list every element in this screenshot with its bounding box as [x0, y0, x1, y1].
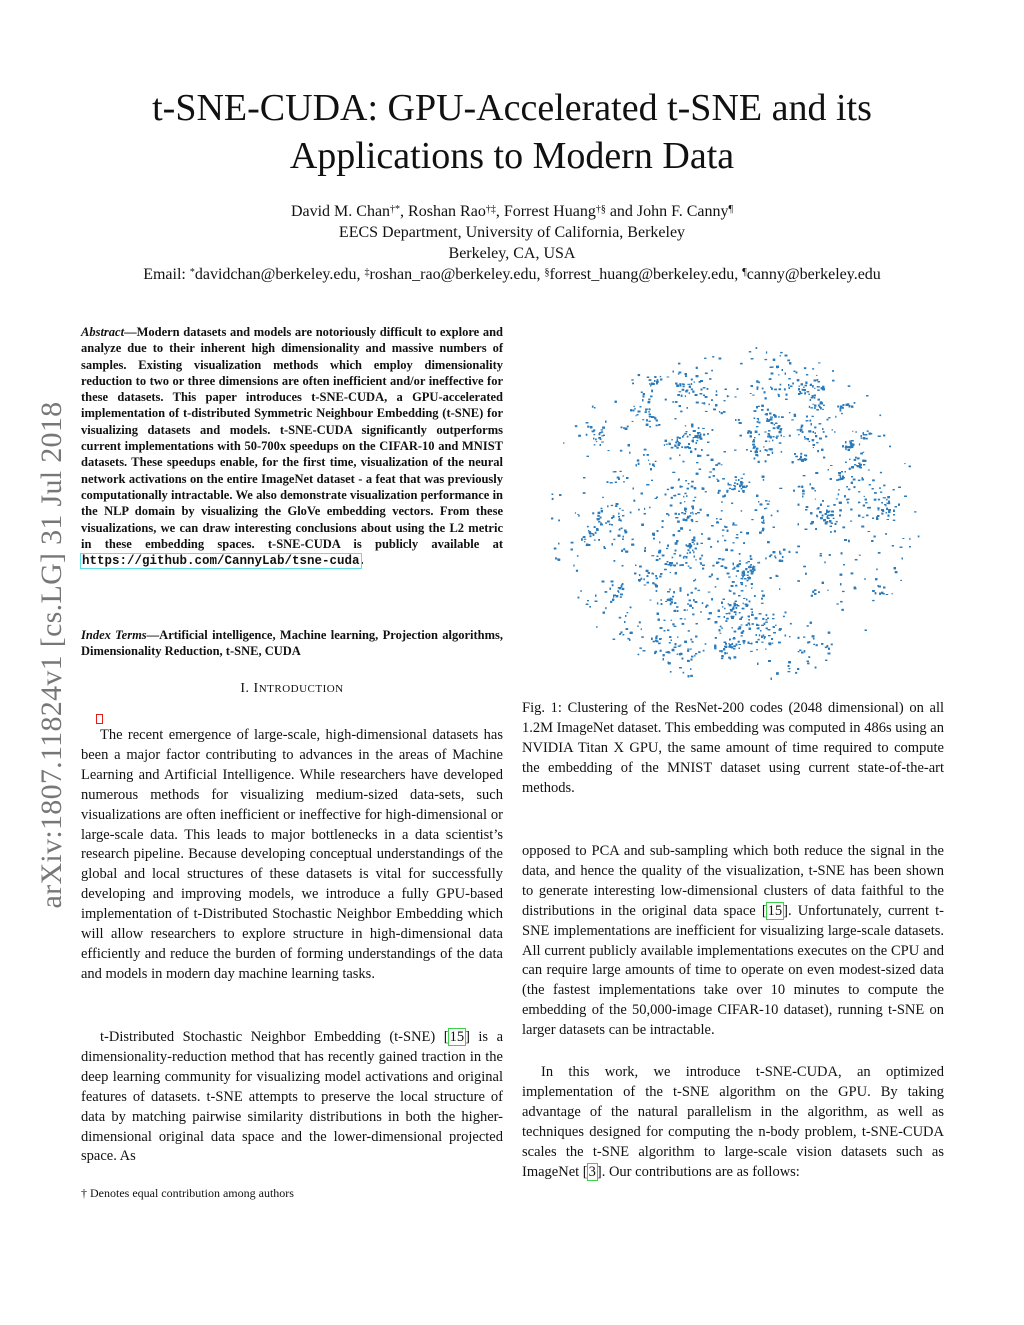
- title-line-1: t-SNE-CUDA: GPU-Accelerated t-SNE and its: [152, 87, 872, 129]
- right-paragraph-1: opposed to PCA and sub-sampling which both reduce the signal in the data, and hence the quality of the visualization, t-SNE has been shown to generate interesting low-dimensional clusters of data faithful to the distributions in the original data space [15]. Unfortunately, current t-SNE implementations are inefficient for visualizing large-scale datasets. All current publicly available implementations executes on the CPU and can require large amounts of time to operate on even modest-sized data (the fastest implementations take over 10 minutes to compute the embedding of the 50,000-image CIFAR-10 dataset), running t-SNE on larger datasets can be intractable.: [522, 843, 945, 1039]
- figure-caption: Fig. 1: Clustering of the ResNet-200 codes (2048 dimensional) on all 1.2M ImageNet dataset. This embedding was computed in 486s using an NVIDIA Titan X GPU, the same amount of time required to compute the embedding of the MNIST dataset using current state-of-the-art methods.: [522, 700, 944, 796]
- citation-link[interactable]: 15: [767, 902, 783, 919]
- footnote: † Denotes equal contribution among authors: [81, 1186, 294, 1200]
- scatter-points: [551, 347, 919, 679]
- citation-link[interactable]: 15: [449, 1029, 465, 1045]
- index-terms: [81, 627, 503, 660]
- abstract-label: Abstract: [81, 325, 125, 339]
- citation-link[interactable]: 3: [588, 1163, 596, 1180]
- section-heading: I. INTRODUCTION: [240, 681, 344, 696]
- intro-paragraph-2: t-Distributed Stochastic Neighbor Embedding (t-SNE) [15] is a dimensionality-reduction method that has recently gained traction in the deep learning community for visualizing model activations and original features of datasets. t-SNE attempts to preserve the local structure of data by matching pairwise similarity distributions in both the higher-dimensional original data space and the lower-dimensional projected space. As: [81, 1029, 503, 1165]
- abstract-text: —Modern datasets and models are notoriously difficult to explore and analyze due to their inherent high dimensionality and massive numbers of samples. Existing visualization methods which employ dimensionality reduction to two or three dimensions are often inefficient and/or ineffective for these datasets. This paper introduces t-SNE-CUDA, a GPU-accelerated implementation of t-distributed Symmetric Neighbour Embedding (t-SNE) for visualizing datasets and models. t-SNE-CUDA significantly outperforms current implementations with 50-700x speedups on the CIFAR-10 and MNIST datasets. These speedups enable, for the first time, visualization of the neural network activations on the entire ImageNet dataset - a feat that was previously computationally intractable. We also demonstrate visualization performance in the NLP domain by visualizing the GloVe embedding vectors. From these visualizations, we can draw interesting conclusions about using the L2 metric in these embedding spaces. t-SNE-CUDA is publicly available at: [81, 325, 503, 551]
- arxiv-identifier: arXiv:1807.11824v1 [cs.LG] 31 Jul 2018: [35, 401, 68, 909]
- author-names: David M. Chan†*, Roshan Rao†‡, Forrest Huang†§ and John F. Canny¶: [290, 203, 734, 220]
- intro-paragraph-1: The recent emergence of large-scale, high-dimensional datasets has been a major factor contributing to advances in the areas of Machine Learning and Artificial Intelligence. While researchers have developed numerous methods for visualizing medium-sized data-sets, such visualizations are often inefficient or ineffective for high-dimensional or large-scale data. This leads to major bottlenecks in a data scientist’s research pipeline. Because developing conceptual understandings of the global and local structures of these datasets is vital for successfully developing and improving models, we introduce a fully GPU-based implementation of t-Distributed Stochastic Neighbor Embedding which will allow researchers to explore structure in high-dimensional data efficiently and reduce the burden of forming understandings of the data and models in modern day machine learning tasks.: [81, 727, 503, 982]
- index-terms-text: —Artificial intelligence, Machine learning, Projection algorithms, Dimensionality Reduction, t-SNE, CUDA: [81, 628, 503, 659]
- abstract: Abstract—Modern datasets and models are notoriously difficult to explore and analyze due to their inherent high dimensionality and massive numbers of samples. Existing visualization methods which employ dimensionality reduction to two or three dimensions are often inefficient and/or ineffective for these datasets. This paper introduces t-SNE-CUDA, a GPU-accelerated implementation of t-distributed Symmetric Neighbour Embedding (t-SNE) for visualizing datasets and models. t-SNE-CUDA significantly outperforms current implementations with 50-700x speedups on the CIFAR-10 and MNIST datasets. These speedups enable, for the first time, visualization of the neural network activations on the entire ImageNet dataset - a feat that was previously computationally intractable. We also demonstrate visualization performance in the NLP domain by visualizing the GloVe embedding vectors. From these visualizations, we can draw interesting conclusions about using the L2 metric in these embedding spaces. t-SNE-CUDA is publicly available at https://github.com/CannyLab/tsne-cuda.: [81, 325, 503, 569]
- repo-link[interactable]: https://github.com/CannyLab/tsne-cuda: [82, 554, 360, 569]
- location: Berkeley, CA, USA: [448, 245, 576, 262]
- emails: Email: *davidchan@berkeley.edu, ‡roshan_rao@berkeley.edu, §forrest_huang@berkeley.edu, ¶canny@berkeley.edu: [143, 266, 881, 283]
- right-paragraph-2: In this work, we introduce t-SNE-CUDA, an optimized implementation of the t-SNE algorithm on the GPU. By taking advantage of the natural parallelism in the algorithm, as well as techniques designed for computing the n-body problem, t-SNE-CUDA scales the t-SNE algorithm to large-scale vision datasets such as ImageNet [3]. Our contributions are as follows:: [522, 1064, 944, 1180]
- affiliation: EECS Department, University of California, Berkeley: [338, 224, 686, 241]
- index-terms-label: Index Terms: [81, 628, 147, 642]
- author-block: [0, 201, 1024, 285]
- title-line-2: Applications to Modern Data: [289, 135, 735, 177]
- annotation-marker[interactable]: [96, 714, 103, 724]
- paper-title: [0, 84, 1024, 180]
- tsne-scatter-figure: [519, 332, 947, 692]
